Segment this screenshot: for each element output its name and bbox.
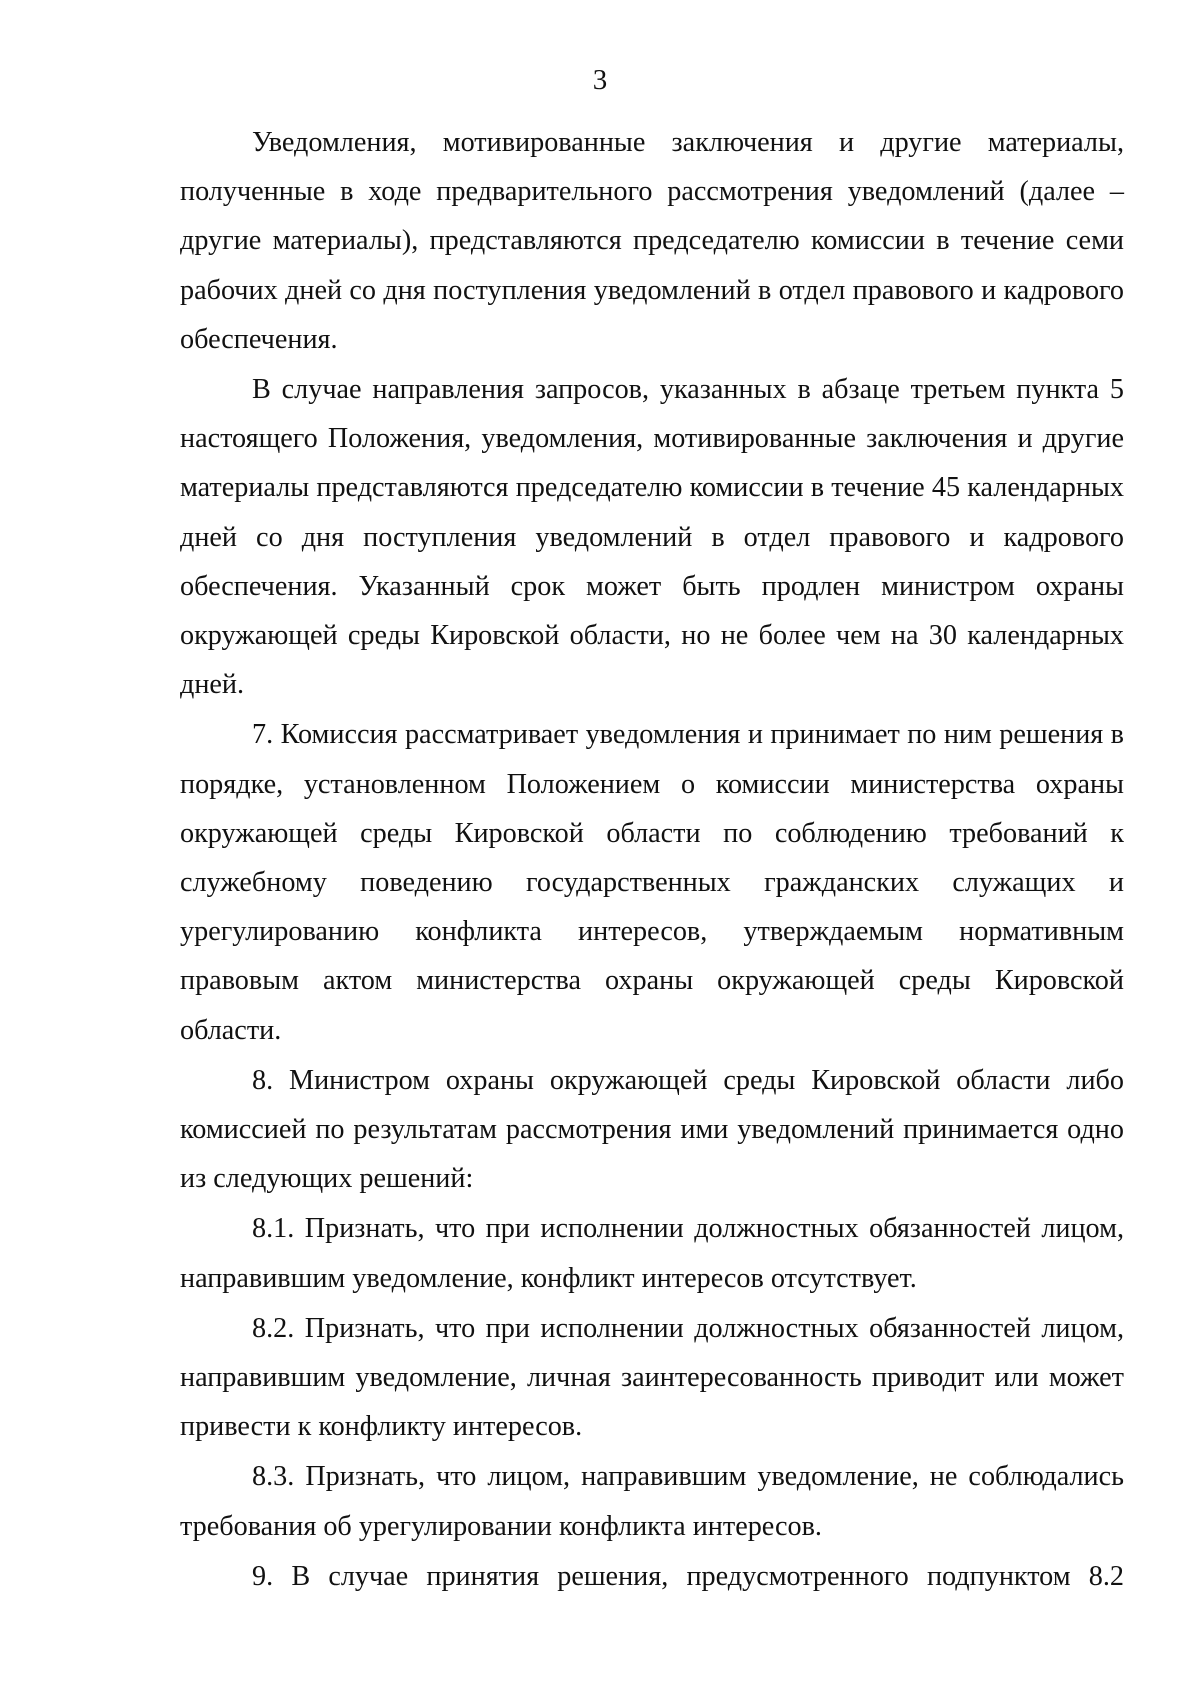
document-body <box>180 118 1124 1602</box>
paragraph-7-commission-review: 7. Комиссия рассматривает уведомления и принимает по ним решения в порядке, установленном Положением о комиссии министерства охраны окружающей среды Кировской области по соблюдению требований к служебному поведению государственных гражданских служащих и урегулированию конфликта интересов, утверждаемым нормативным правовым актом министерства охраны окружающей среды Кировской области. <box>180 719 1124 1046</box>
paragraph-9-start: 9. В случае принятия решения, предусмотренного подпунктом 8.2 <box>252 1560 1124 1592</box>
paragraph-requests-deadline: В случае направления запросов, указанных в абзаце третьем пункта 5 настоящего Положения, уведомления, мотивированные заключения и другие материалы представляются председателю комиссии в течение 45 календарных дней со дня поступления уведомлений в отдел правового и кадрового обеспечения. Указанный срок может быть продлен министром охраны окружающей среды Кировской области, но не более чем на 30 календарных дней. <box>180 374 1124 701</box>
paragraph-8-1: 8.1. Признать, что при исполнении должностных обязанностей лицом, направившим уведомление, конфликт интересов отсутствует. <box>180 1213 1124 1294</box>
paragraph-8-2: 8.2. Признать, что при исполнении должностных обязанностей лицом, направившим уведомление, личная заинтересованность приводит или может привести к конфликту интересов. <box>180 1312 1124 1443</box>
paragraph-materials-submission: Уведомления, мотивированные заключения и другие материалы, полученные в ходе предварительного рассмотрения уведомлений (далее – другие материалы), представляются председателю комиссии в течение семи рабочих дней со дня поступления уведомлений в отдел правового и кадрового обеспечения. <box>180 127 1124 355</box>
page-number: 3 <box>592 64 608 96</box>
paragraph-8-decisions: 8. Министром охраны окружающей среды Кировской области либо комиссией по результатам рассмотрения ими уведомлений принимается одно из следующих решений: <box>180 1064 1124 1195</box>
paragraph-8-3: 8.3. Признать, что лицом, направившим уведомление, не соблюдались требования об урегулировании конфликта интересов. <box>180 1461 1124 1542</box>
